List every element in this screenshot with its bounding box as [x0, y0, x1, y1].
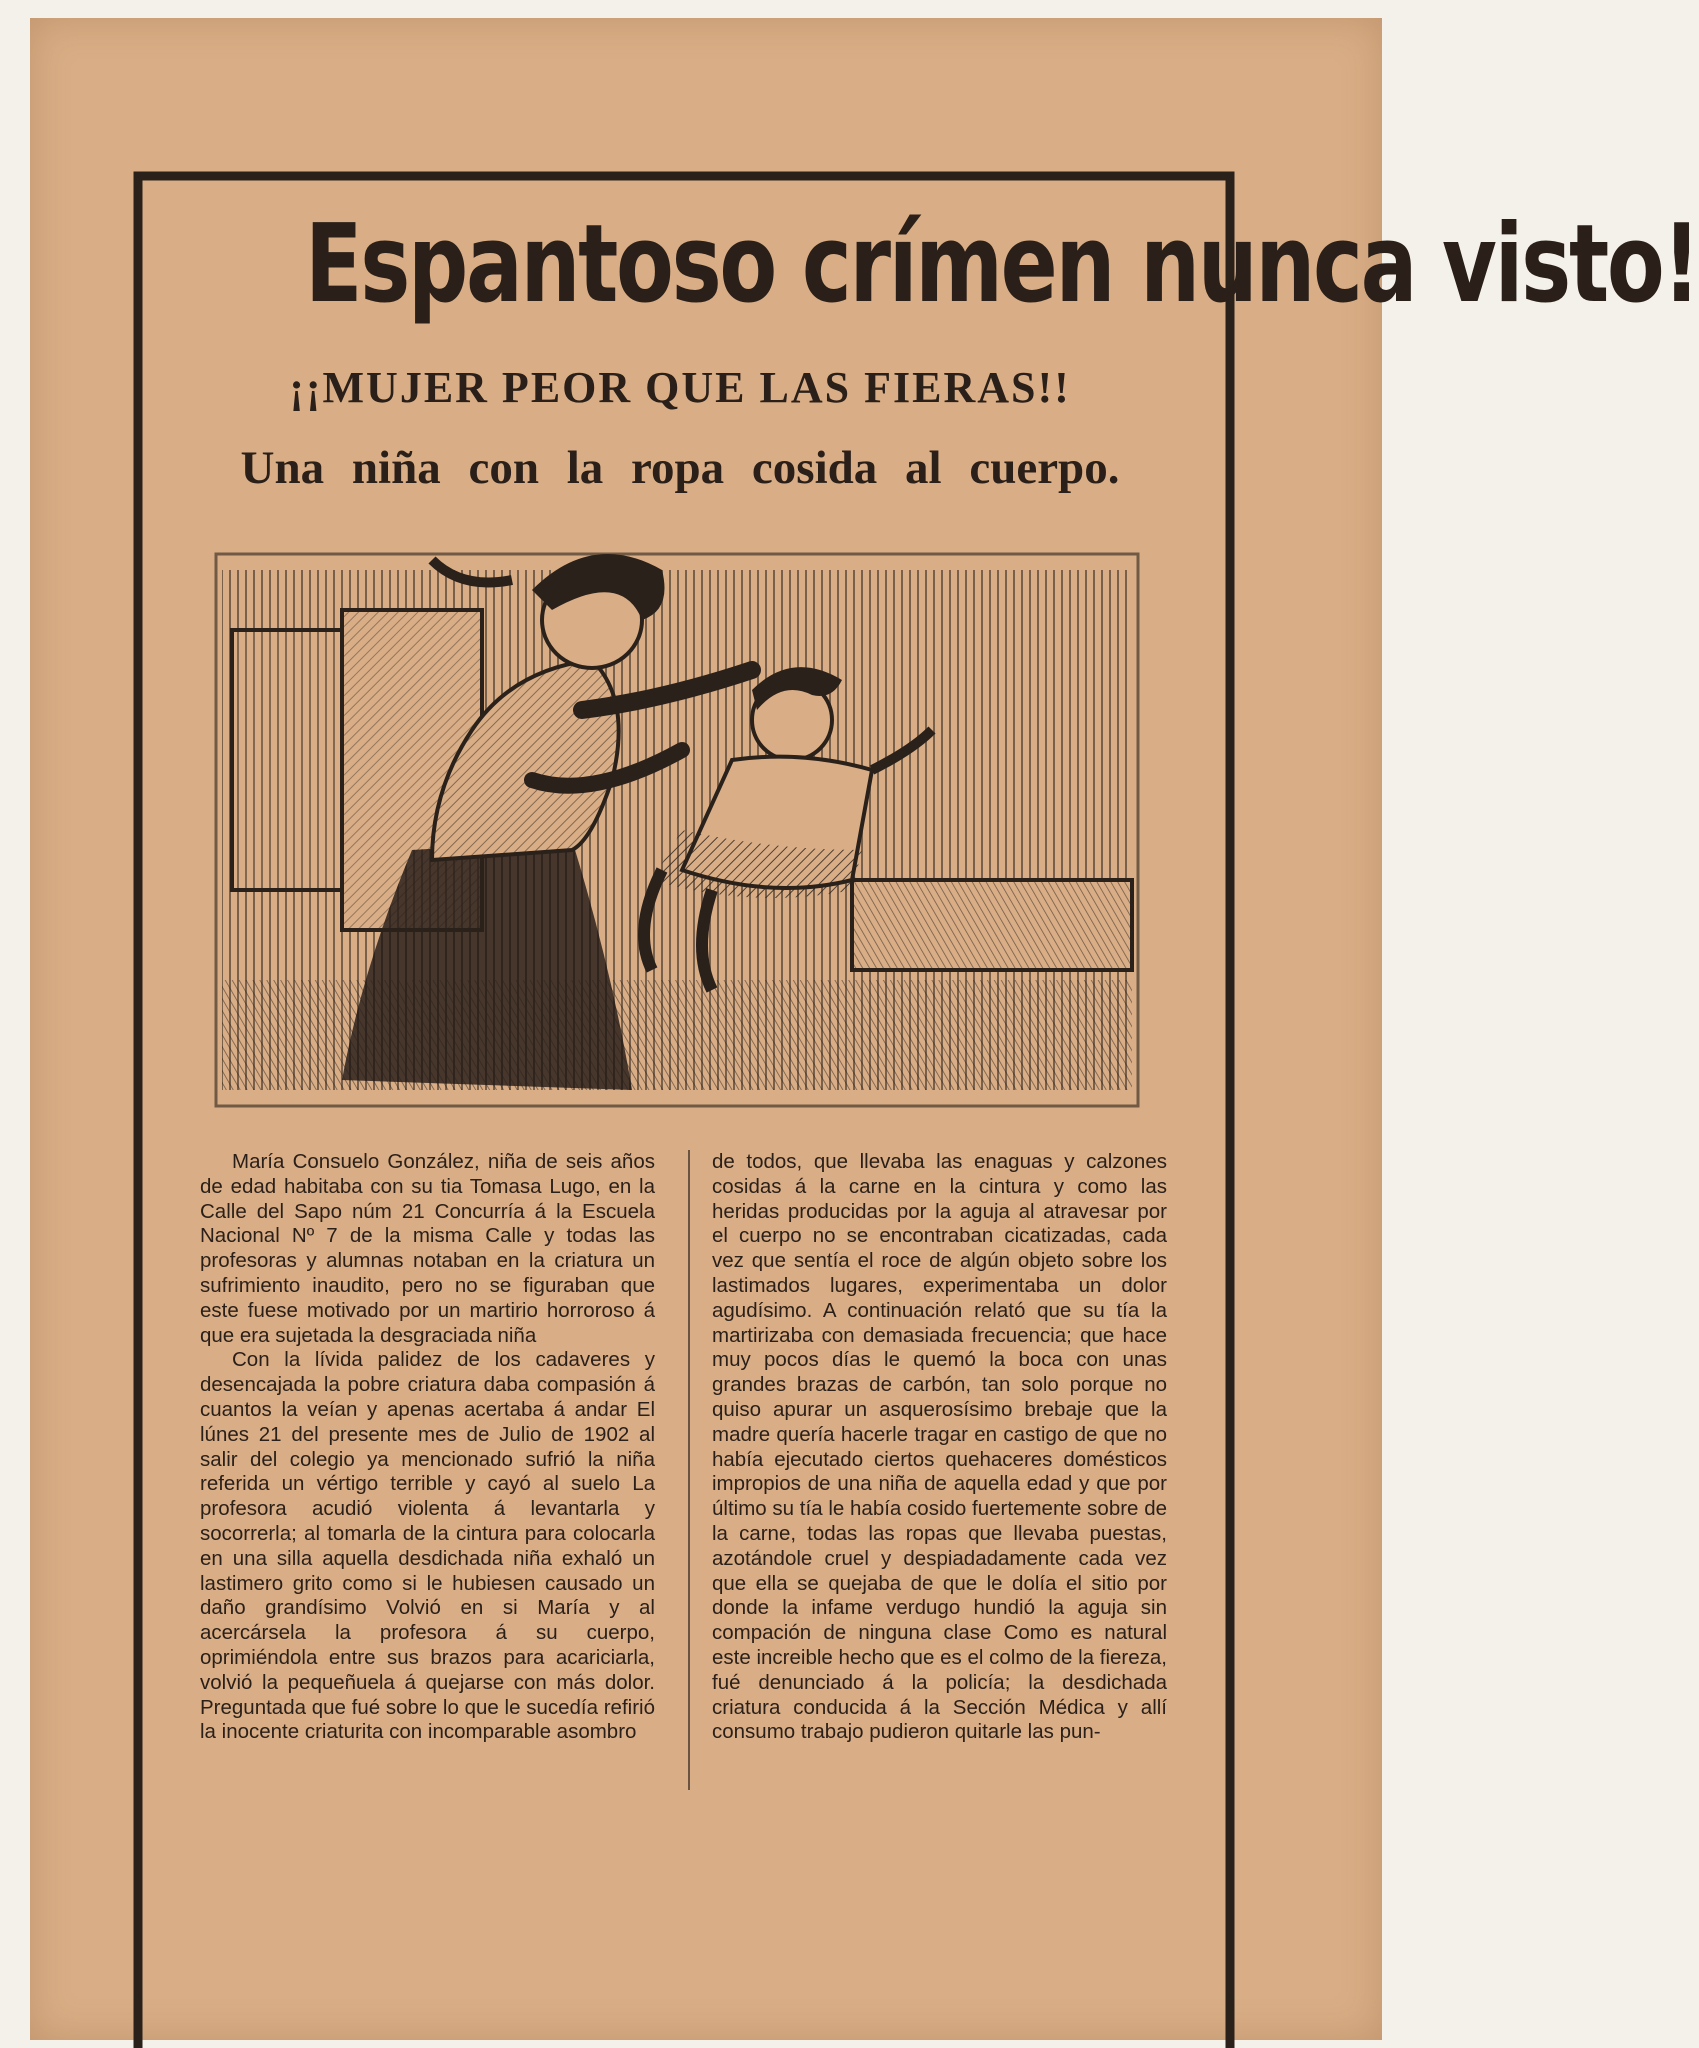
- article-paragraph: María Consuelo González, niña de seis años de edad habitaba con su tia Tomasa Lugo, en la Calle del Sapo núm 21 Concurría á la Escuela Nacional Nº 7 de la misma Calle y todas las profesoras y alumnas notaban en la criatura un sufrimiento inaudito, pero no se figuraban que este fuese motivado por un martirio horroroso á que era sujetada la desgraciada niña: [200, 1150, 655, 1347]
- article-column-left: [200, 1150, 655, 1745]
- headline-subtitle: ¡¡MUJER PEOR QUE LAS FIERAS!!: [289, 363, 1071, 412]
- headline-title: Espantoso crímen nunca visto!: [305, 202, 1699, 327]
- headline-subtitle-2: Una niña con la ropa cosida al cuerpo.: [240, 442, 1120, 494]
- article-paragraph: Con la lívida palidez de los cadaveres y desencajada la pobre criatura daba compasión á cuantos la veían y apenas acertaba á andar El lúnes 21 del presente mes de Julio de 1902 al salir del colegio ya mencionado sufrió la niña referida un vértigo terrible y cayó al suelo La profesora acudió violenta á levantarla y socorrerla; al tomarla de la cintura para colocarla en una silla aquella desdichada niña exhaló un lastimero grito como si le hubiesen causado un daño grandísimo Volvió en si María y al acercársela la profesora á su cuerpo, oprimiéndola entre sus brazos para acariciarla, volvió la pequeñuela á quejarse con más dolor. Preguntada que fué sobre lo que le sucedía refirió la inocente criaturita con incomparable asombro: [200, 1348, 655, 1744]
- column-divider: [688, 1150, 690, 1790]
- article-column-right: [712, 1150, 1167, 1745]
- engraving-illustration: [212, 550, 1142, 1110]
- article-paragraph: de todos, que llevaba las enaguas y calzones cosidas á la carne en la cintura y como las heridas producidas por la aguja al atravesar por el cuerpo no se encontraban cicatizadas, cada vez que sentía el roce de algún objeto sobre los lastimados lugares, experimentaba un dolor agudísimo. A continuación relató que su tía la martirizaba con demasiada frecuencia; que hace muy pocos días le quemó la boca con unas grandes brazas de carbón, tan solo porque no quiso apurar un asquerosísimo brebaje que la madre quería hacerle tragar en castigo de que no había ejecutado ciertos quehaceres domésticos impropios de una niña de aquella edad y que por último su tía le había cosido fuertemente sobre de la carne, todas las ropas que llevaba puestas, azotándole cruel y despiadadamente cada vez que ella se quejaba de que le dolía el sitio por donde la infame verdugo hundió la aguja sin compación de ninguna clase Como es natural este increible hecho que es el colmo de la fiereza, fué denunciado á la policía; la desdichada criatura conducida á la Sección Médica y allí consumo trabajo pudieron quitarle las pun-: [712, 1150, 1167, 1744]
